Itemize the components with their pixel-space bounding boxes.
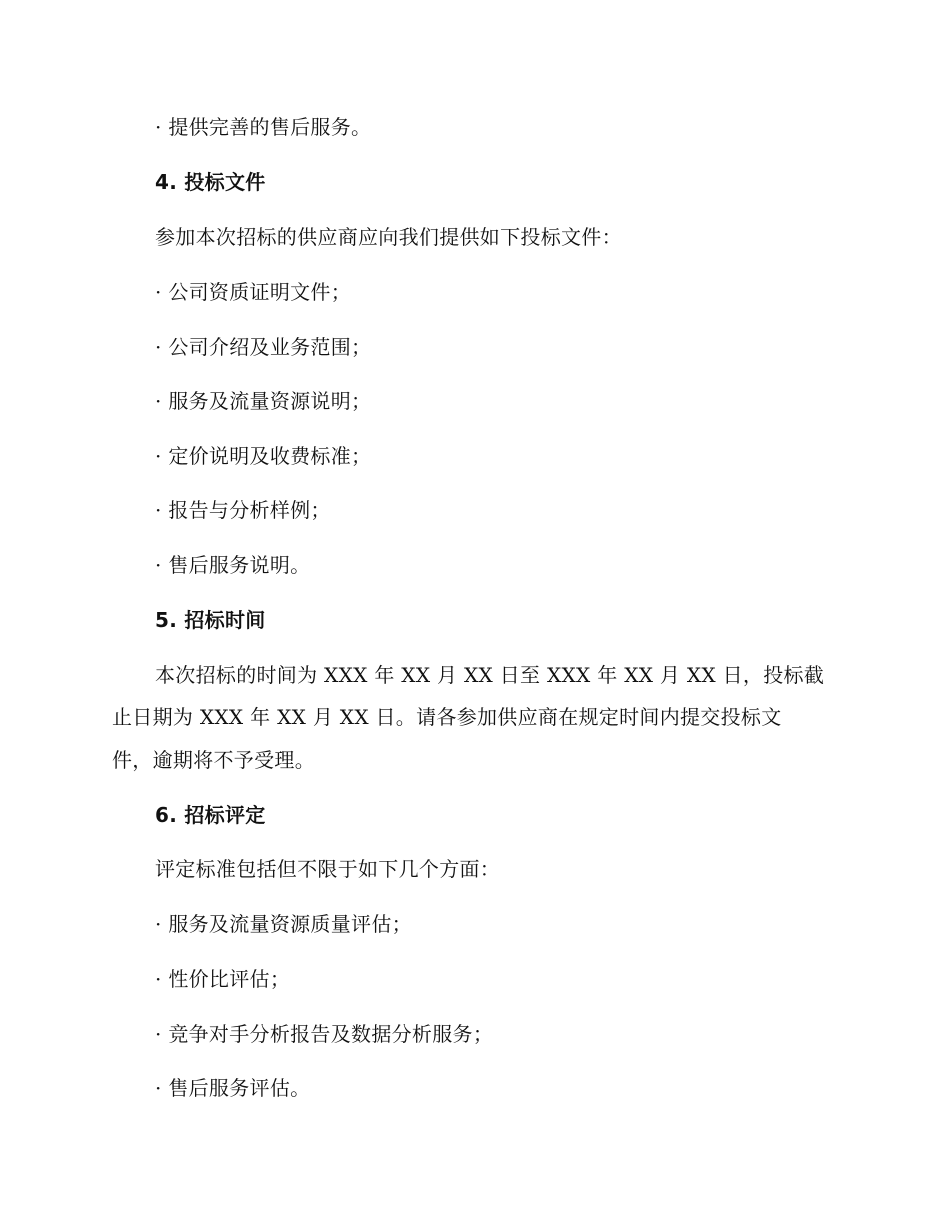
list-item-service-resources: · 服务及流量资源说明； [155,389,372,413]
list-item-competitor-analysis: · 竞争对手分析报告及数据分析服务； [155,1022,494,1046]
list-item-qualification: · 公司资质证明文件； [155,280,352,304]
bid-time-paragraph-line-2: 止日期为 XXX 年 XX 月 XX 日。请各参加供应商在规定时间内提交投标文 [112,705,782,729]
evaluation-intro: 评定标准包括但不限于如下几个方面： [155,857,501,881]
list-item-company-intro: · 公司介绍及业务范围； [155,335,372,359]
list-item-after-sales-evaluation: · 售后服务评估。 [155,1076,311,1100]
list-item-resource-quality: · 服务及流量资源质量评估； [155,912,412,936]
bid-documents-intro: 参加本次招标的供应商应向我们提供如下投标文件： [155,225,622,249]
bullet-after-sales-service: · 提供完善的售后服务。 [155,115,372,139]
section-heading-bid-documents: 4. 投标文件 [155,170,266,194]
list-item-cost-performance: · 性价比评估； [155,967,291,991]
list-item-report-samples: · 报告与分析样例； [155,498,331,522]
section-heading-bid-time: 5. 招标时间 [155,608,266,632]
section-heading-bid-evaluation: 6. 招标评定 [155,803,266,827]
bid-time-paragraph-line-3: 件，逾期将不予受理。 [112,748,315,772]
list-item-pricing: · 定价说明及收费标准； [155,444,372,468]
bid-time-paragraph-line-1: 本次招标的时间为 XXX 年 XX 月 XX 日至 XXX 年 XX 月 XX 日，投标截 [155,663,825,687]
list-item-after-sales: · 售后服务说明。 [155,553,311,577]
